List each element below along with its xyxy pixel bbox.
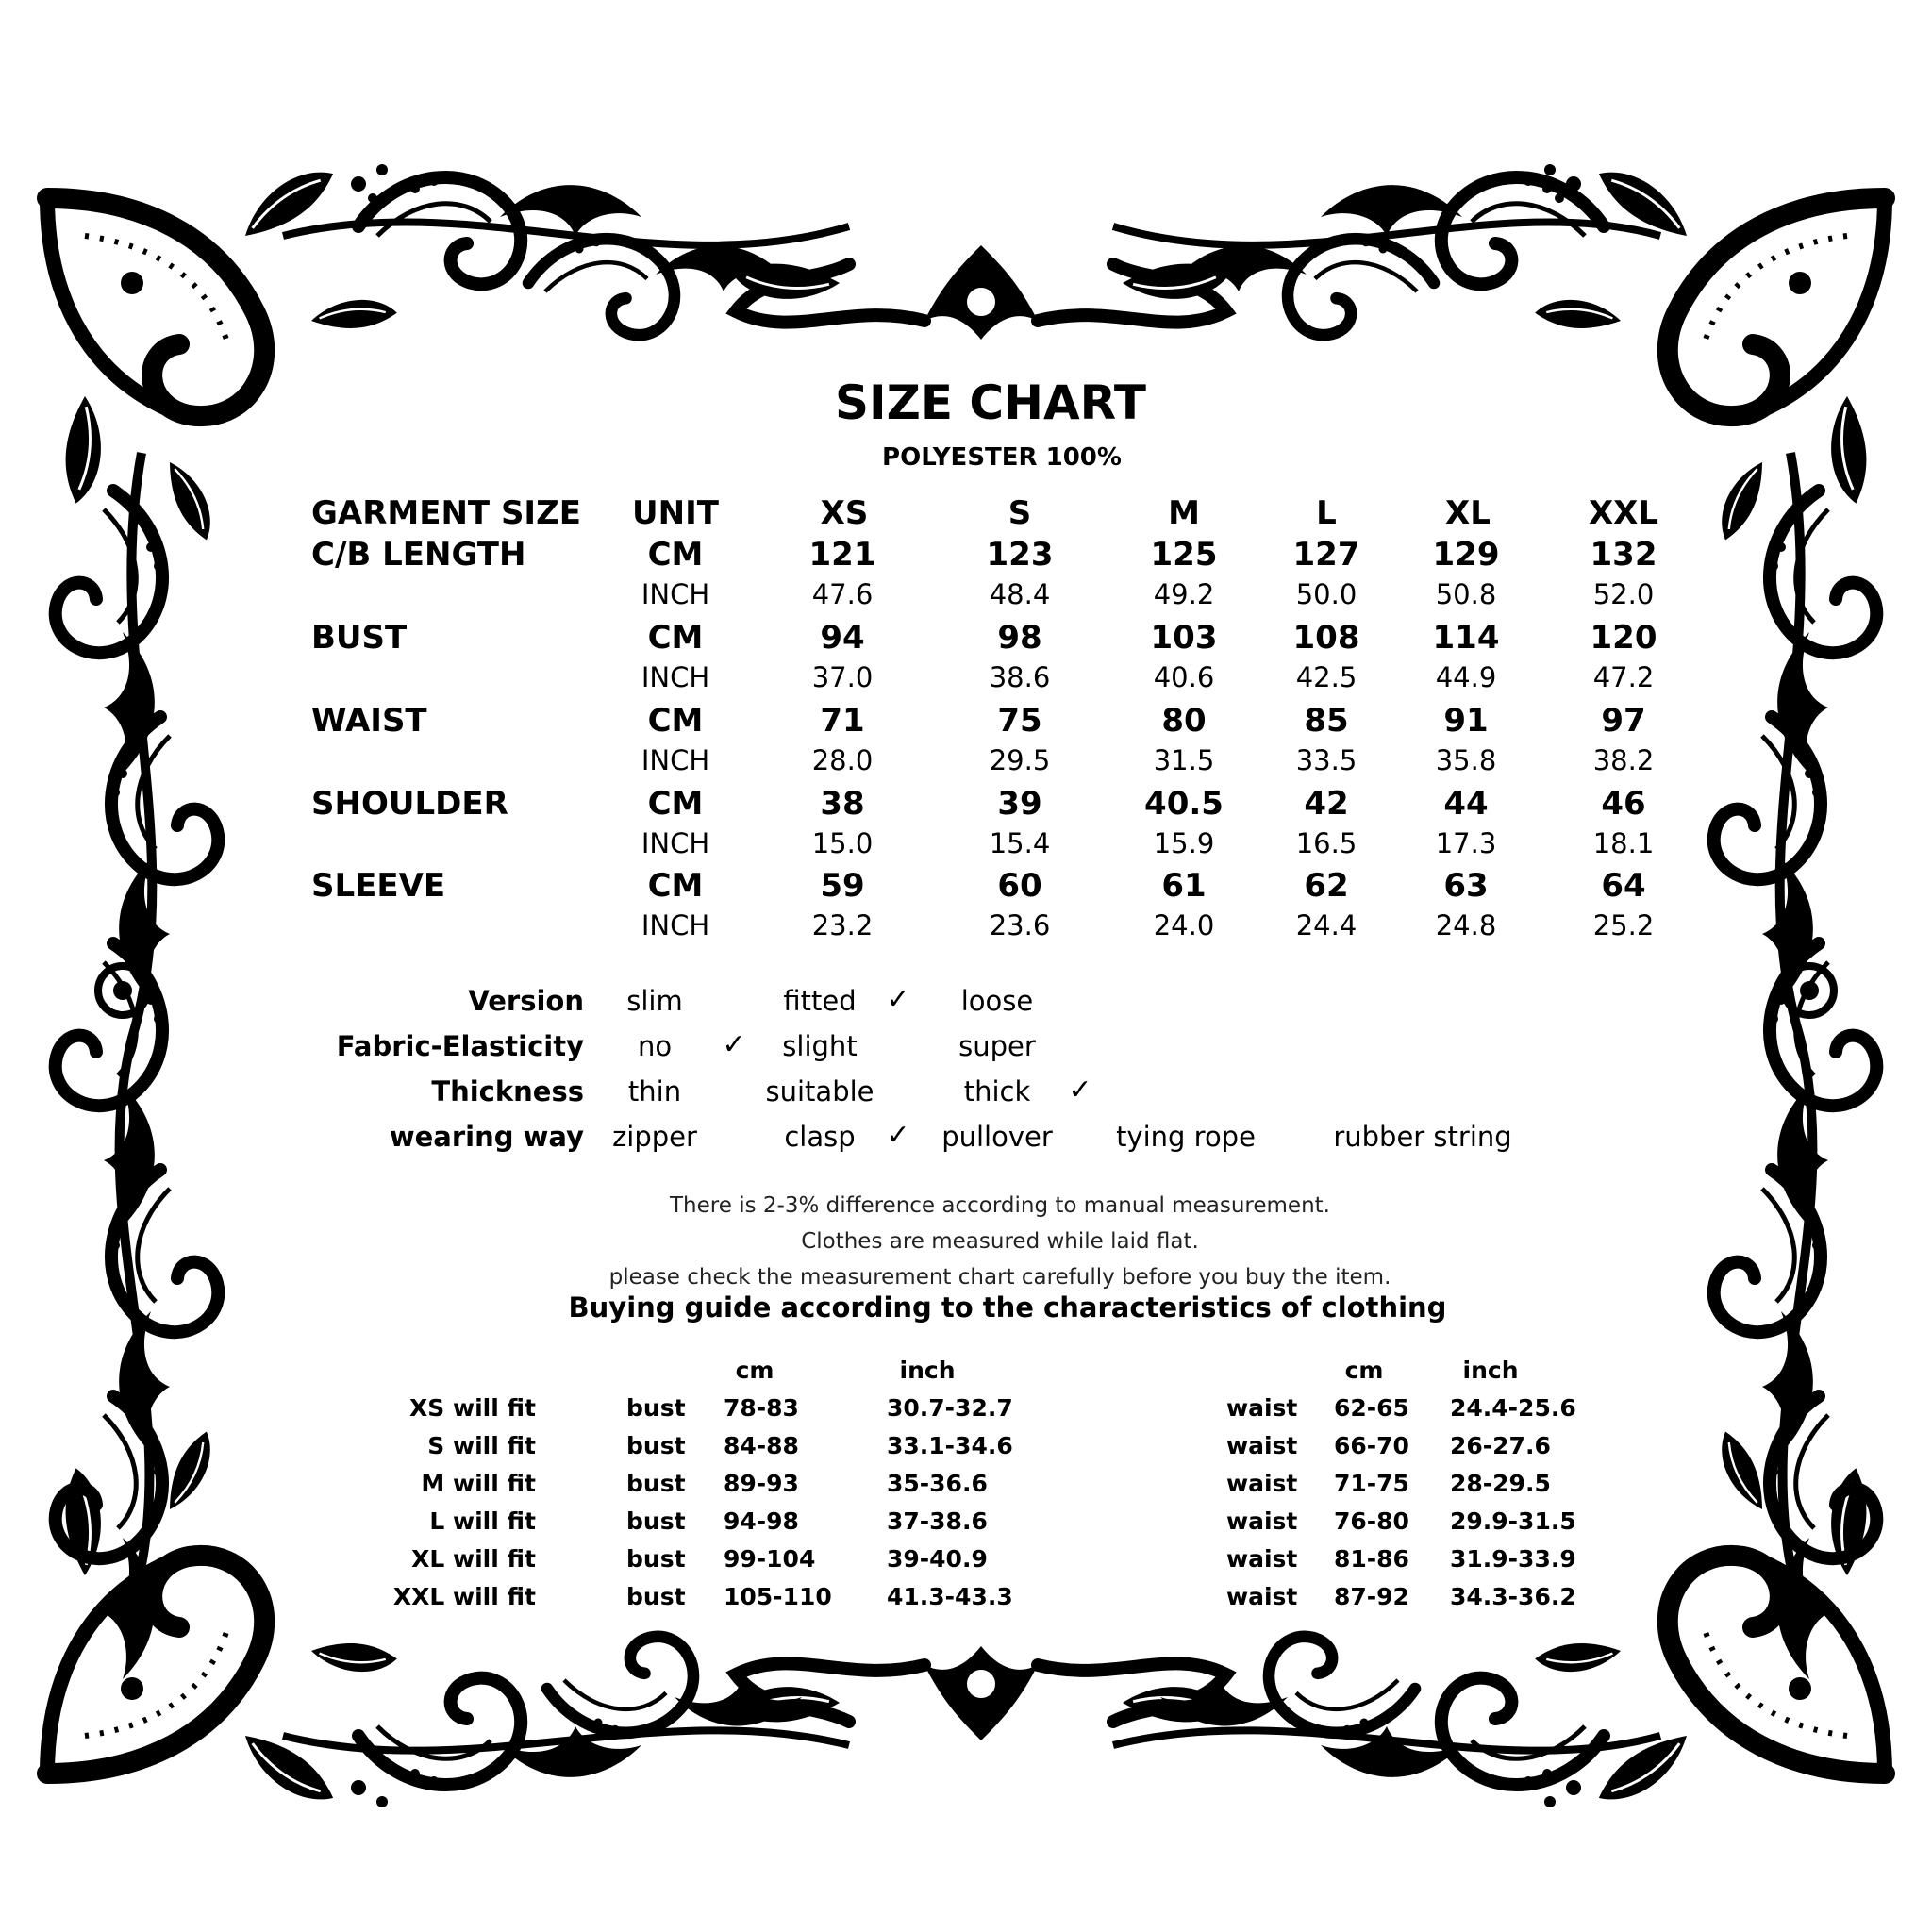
check-icon: ✓ [886, 1119, 910, 1152]
guide-bust-cm: 94-98 [724, 1507, 799, 1535]
inch-value-cell: 40.6 [1153, 661, 1215, 693]
cm-value-cell: 85 [1304, 702, 1349, 740]
option-wearing-rubber-string: rubber string [1333, 1121, 1512, 1153]
inch-value-cell: 52.0 [1592, 578, 1655, 610]
unit-inch-label: INCH [641, 909, 710, 941]
guide-bust-label: bust [626, 1545, 686, 1573]
cm-value-cell: 63 [1443, 867, 1489, 905]
inch-value-cell: 38.2 [1592, 744, 1655, 776]
cm-value-cell: 44 [1443, 785, 1489, 823]
option-thickness-suitable: suitable [765, 1075, 874, 1108]
option-wearing-clasp: clasp [784, 1121, 856, 1153]
guide-header-waist-cm: cm [1344, 1357, 1384, 1384]
cm-value-cell: 120 [1590, 619, 1657, 657]
size-header-xxl: XXL [1588, 494, 1659, 532]
inch-value-cell: 25.2 [1592, 909, 1655, 941]
option-version-slim: slim [626, 985, 683, 1017]
option-elasticity-no: no [637, 1030, 673, 1062]
note-line: There is 2-3% difference according to manual measurement. [670, 1193, 1330, 1218]
inch-value-cell: 37.0 [811, 661, 874, 693]
inch-value-cell: 44.9 [1435, 661, 1497, 693]
inch-value-cell: 15.4 [989, 827, 1051, 859]
cm-value-cell: 46 [1601, 785, 1646, 823]
option-wearing-zipper: zipper [612, 1121, 697, 1153]
guide-waist-cm: 66-70 [1334, 1432, 1409, 1459]
inch-value-cell: 23.2 [811, 909, 874, 941]
guide-waist-inch: 31.9-33.9 [1450, 1545, 1576, 1573]
guide-bust-label: bust [626, 1507, 686, 1535]
guide-size-label: XL will fit [411, 1545, 536, 1573]
option-thickness-thin: thin [627, 1075, 682, 1108]
option-elasticity-super: super [958, 1030, 1036, 1062]
check-icon: ✓ [886, 983, 910, 1016]
inch-value-cell: 47.6 [811, 578, 874, 610]
cm-value-cell: 132 [1590, 536, 1657, 574]
guide-size-label: M will fit [421, 1470, 536, 1497]
size-header-s: S [1008, 494, 1032, 532]
guide-bust-label: bust [626, 1394, 686, 1422]
cm-value-cell: 42 [1304, 785, 1349, 823]
guide-waist-label: waist [1226, 1545, 1298, 1573]
inch-value-cell: 15.9 [1153, 827, 1215, 859]
measurement-name: C/B LENGTH [311, 536, 526, 574]
characteristic-label-elasticity: Fabric-Elasticity [336, 1030, 584, 1062]
cm-value-cell: 127 [1292, 536, 1360, 574]
inch-value-cell: 23.6 [989, 909, 1051, 941]
guide-waist-cm: 76-80 [1334, 1507, 1409, 1535]
guide-waist-cm: 71-75 [1334, 1470, 1409, 1497]
cm-value-cell: 71 [820, 702, 865, 740]
guide-header-waist-inch: inch [1462, 1357, 1519, 1384]
guide-bust-cm: 105-110 [724, 1583, 832, 1610]
cm-value-cell: 97 [1601, 702, 1646, 740]
inch-value-cell: 28.0 [811, 744, 874, 776]
characteristic-label-wearing-way: wearing way [389, 1121, 584, 1153]
guide-size-label: XS will fit [409, 1394, 536, 1422]
inch-value-cell: 16.5 [1295, 827, 1357, 859]
size-header-m: M [1168, 494, 1200, 532]
cm-value-cell: 125 [1150, 536, 1218, 574]
unit-inch-label: INCH [641, 744, 710, 776]
guide-waist-inch: 28-29.5 [1450, 1470, 1551, 1497]
option-wearing-tying-rope: tying rope [1116, 1121, 1256, 1153]
size-header-xs: XS [820, 494, 869, 532]
unit-header: UNIT [632, 494, 719, 532]
inch-value-cell: 29.5 [989, 744, 1051, 776]
cm-value-cell: 60 [997, 867, 1042, 905]
inch-value-cell: 18.1 [1592, 827, 1655, 859]
cm-value-cell: 98 [997, 619, 1042, 657]
unit-inch-label: INCH [641, 661, 710, 693]
guide-waist-label: waist [1226, 1470, 1298, 1497]
cm-value-cell: 103 [1150, 619, 1218, 657]
cm-value-cell: 39 [997, 785, 1042, 823]
inch-value-cell: 38.6 [989, 661, 1051, 693]
guide-waist-cm: 87-92 [1334, 1583, 1409, 1610]
inch-value-cell: 48.4 [989, 578, 1051, 610]
guide-bust-label: bust [626, 1470, 686, 1497]
cm-value-cell: 61 [1161, 867, 1207, 905]
inch-value-cell: 17.3 [1435, 827, 1497, 859]
check-icon: ✓ [1068, 1074, 1092, 1107]
inch-value-cell: 35.8 [1435, 744, 1497, 776]
unit-cm-label: CM [647, 867, 704, 905]
guide-size-label: L will fit [429, 1507, 536, 1535]
option-version-loose: loose [960, 985, 1034, 1017]
characteristic-label-thickness: Thickness [431, 1075, 584, 1108]
option-wearing-pullover: pullover [941, 1121, 1053, 1153]
inch-value-cell: 49.2 [1153, 578, 1215, 610]
guide-waist-inch: 34.3-36.2 [1450, 1583, 1576, 1610]
unit-inch-label: INCH [641, 827, 710, 859]
inch-value-cell: 50.8 [1435, 578, 1497, 610]
guide-size-label: XXL will fit [392, 1583, 536, 1610]
guide-bust-cm: 89-93 [724, 1470, 799, 1497]
cm-value-cell: 108 [1292, 619, 1360, 657]
guide-bust-cm: 84-88 [724, 1432, 799, 1459]
guide-bust-inch: 41.3-43.3 [887, 1583, 1013, 1610]
garment-size-header: GARMENT SIZE [311, 494, 581, 532]
guide-waist-label: waist [1226, 1432, 1298, 1459]
cm-value-cell: 114 [1432, 619, 1500, 657]
buying-guide-title: Buying guide according to the characteristics of clothing [568, 1291, 1447, 1324]
option-elasticity-slight: slight [782, 1030, 858, 1062]
size-header-xl: XL [1445, 494, 1491, 532]
chart-title: SIZE CHART [834, 375, 1147, 430]
measurement-name: SLEEVE [311, 867, 446, 905]
inch-value-cell: 47.2 [1592, 661, 1655, 693]
characteristic-label-version: Version [468, 985, 584, 1017]
guide-header-bust-cm: cm [735, 1357, 774, 1384]
inch-value-cell: 24.0 [1153, 909, 1215, 941]
guide-waist-inch: 24.4-25.6 [1450, 1394, 1576, 1422]
note-line: please check the measurement chart carefully before you buy the item. [608, 1265, 1391, 1290]
cm-value-cell: 62 [1304, 867, 1349, 905]
cm-value-cell: 121 [808, 536, 876, 574]
guide-waist-label: waist [1226, 1394, 1298, 1422]
measurement-name: BUST [311, 619, 408, 657]
cm-value-cell: 40.5 [1144, 785, 1224, 823]
inch-value-cell: 24.4 [1295, 909, 1357, 941]
check-icon: ✓ [722, 1028, 746, 1061]
measurement-name: WAIST [311, 702, 427, 740]
cm-value-cell: 80 [1161, 702, 1207, 740]
cm-value-cell: 91 [1443, 702, 1489, 740]
guide-size-label: S will fit [427, 1432, 536, 1459]
inch-value-cell: 42.5 [1295, 661, 1357, 693]
unit-cm-label: CM [647, 785, 704, 823]
guide-bust-inch: 35-36.6 [887, 1470, 988, 1497]
size-header-l: L [1316, 494, 1337, 532]
guide-waist-cm: 81-86 [1334, 1545, 1409, 1573]
guide-bust-cm: 78-83 [724, 1394, 799, 1422]
guide-bust-label: bust [626, 1432, 686, 1459]
guide-bust-inch: 33.1-34.6 [887, 1432, 1013, 1459]
unit-cm-label: CM [647, 536, 704, 574]
unit-cm-label: CM [647, 702, 704, 740]
guide-bust-inch: 39-40.9 [887, 1545, 988, 1573]
option-thickness-thick: thick [963, 1075, 1031, 1108]
guide-bust-label: bust [626, 1583, 686, 1610]
inch-value-cell: 33.5 [1295, 744, 1357, 776]
cm-value-cell: 38 [820, 785, 865, 823]
option-version-fitted: fitted [783, 985, 857, 1017]
guide-waist-label: waist [1226, 1507, 1298, 1535]
inch-value-cell: 31.5 [1153, 744, 1215, 776]
guide-bust-inch: 30.7-32.7 [887, 1394, 1013, 1422]
cm-value-cell: 75 [997, 702, 1042, 740]
guide-bust-cm: 99-104 [724, 1545, 816, 1573]
inch-value-cell: 50.0 [1295, 578, 1357, 610]
note-line: Clothes are measured while laid flat. [801, 1229, 1199, 1254]
chart-subtitle: POLYESTER 100% [882, 443, 1122, 472]
cm-value-cell: 59 [820, 867, 865, 905]
inch-value-cell: 15.0 [811, 827, 874, 859]
cm-value-cell: 64 [1601, 867, 1646, 905]
unit-inch-label: INCH [641, 578, 710, 610]
guide-waist-label: waist [1226, 1583, 1298, 1610]
guide-header-bust-inch: inch [899, 1357, 956, 1384]
cm-value-cell: 94 [820, 619, 865, 657]
measurement-name: SHOULDER [311, 785, 508, 823]
guide-waist-cm: 62-65 [1334, 1394, 1409, 1422]
guide-bust-inch: 37-38.6 [887, 1507, 988, 1535]
cm-value-cell: 123 [986, 536, 1054, 574]
unit-cm-label: CM [647, 619, 704, 657]
cm-value-cell: 129 [1432, 536, 1500, 574]
guide-waist-inch: 26-27.6 [1450, 1432, 1551, 1459]
inch-value-cell: 24.8 [1435, 909, 1497, 941]
guide-waist-inch: 29.9-31.5 [1450, 1507, 1576, 1535]
